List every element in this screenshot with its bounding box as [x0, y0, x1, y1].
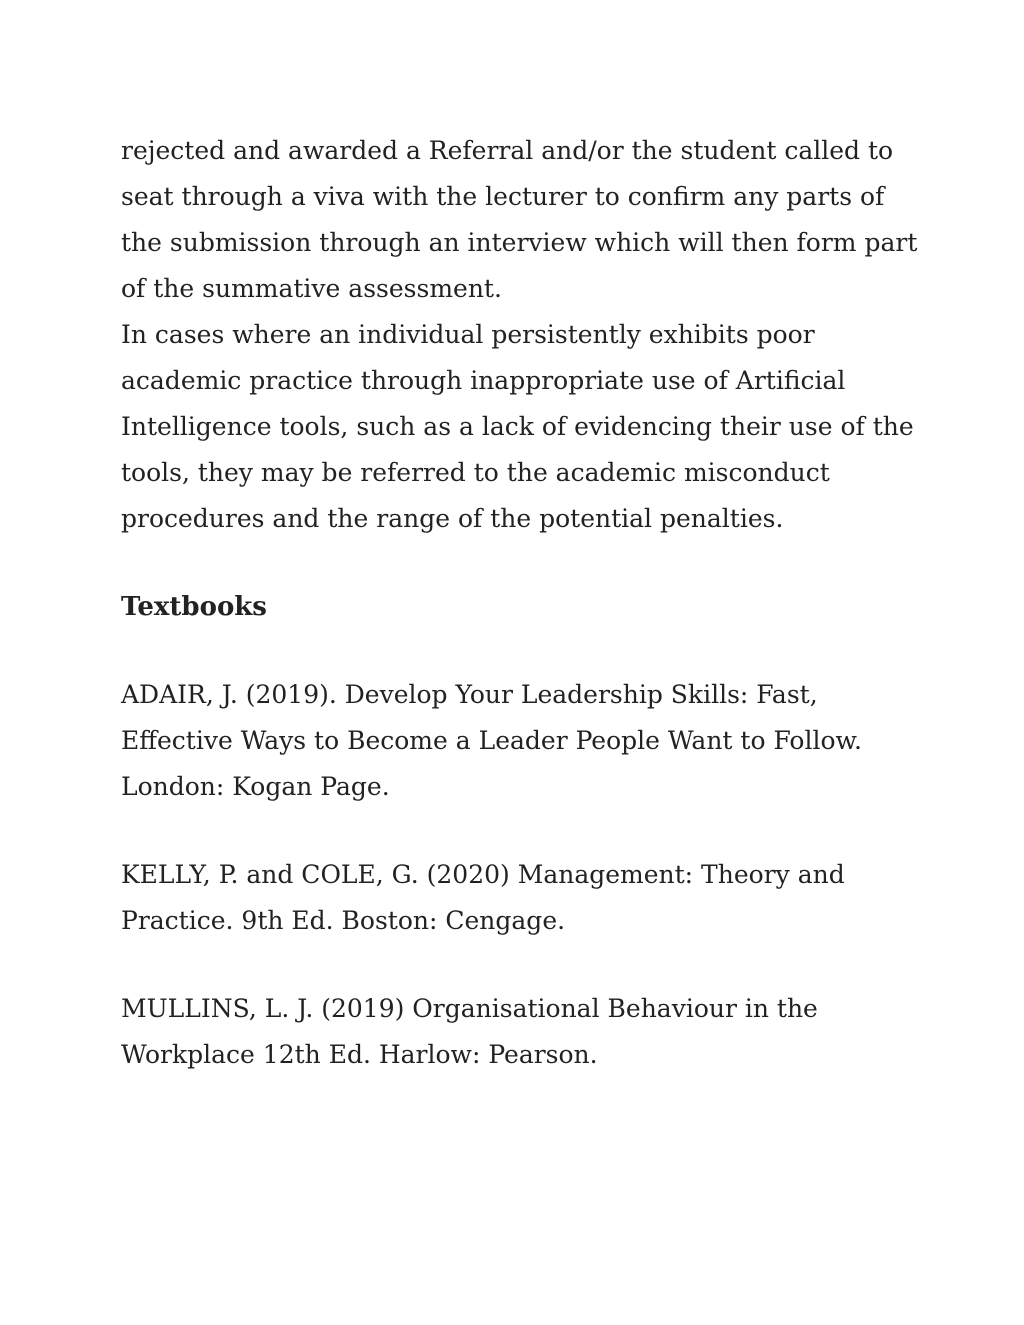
text-line: In cases where an individual persistently exhibits poor	[121, 320, 815, 349]
body-paragraph-academic-practice	[121, 128, 921, 542]
text-line: seat through a viva with the lecturer to confirm any parts of	[121, 182, 885, 211]
text-line: academic practice through inappropriate use of Artificial	[121, 366, 846, 395]
reference-entry-mullins	[121, 986, 921, 1078]
text-line: the submission through an interview which will then form part	[121, 228, 918, 257]
text-line: procedures and the range of the potential penalties.	[121, 504, 784, 533]
reference-line: London: Kogan Page.	[121, 772, 390, 801]
reference-line: Practice. 9th Ed. Boston: Cengage.	[121, 906, 566, 935]
text-line: Intelligence tools, such as a lack of evidencing their use of the	[121, 412, 914, 441]
reference-entry-kelly-cole	[121, 852, 921, 944]
reference-line: MULLINS, L. J. (2019) Organisational Behaviour in the	[121, 994, 818, 1023]
reference-entry-adair	[121, 672, 921, 810]
section-heading-textbooks: Textbooks	[121, 592, 267, 622]
reference-line: ADAIR, J. (2019). Develop Your Leadership Skills: Fast,	[121, 680, 818, 709]
reference-line: Effective Ways to Become a Leader People Want to Follow.	[121, 726, 862, 755]
reference-line: Workplace 12th Ed. Harlow: Pearson.	[121, 1040, 598, 1069]
reference-line: KELLY, P. and COLE, G. (2020) Management: Theory and	[121, 860, 845, 889]
document-page	[121, 128, 921, 1078]
text-line: rejected and awarded a Referral and/or the student called to	[121, 136, 894, 165]
text-line: tools, they may be referred to the academic misconduct	[121, 458, 830, 487]
text-line: of the summative assessment.	[121, 274, 502, 303]
